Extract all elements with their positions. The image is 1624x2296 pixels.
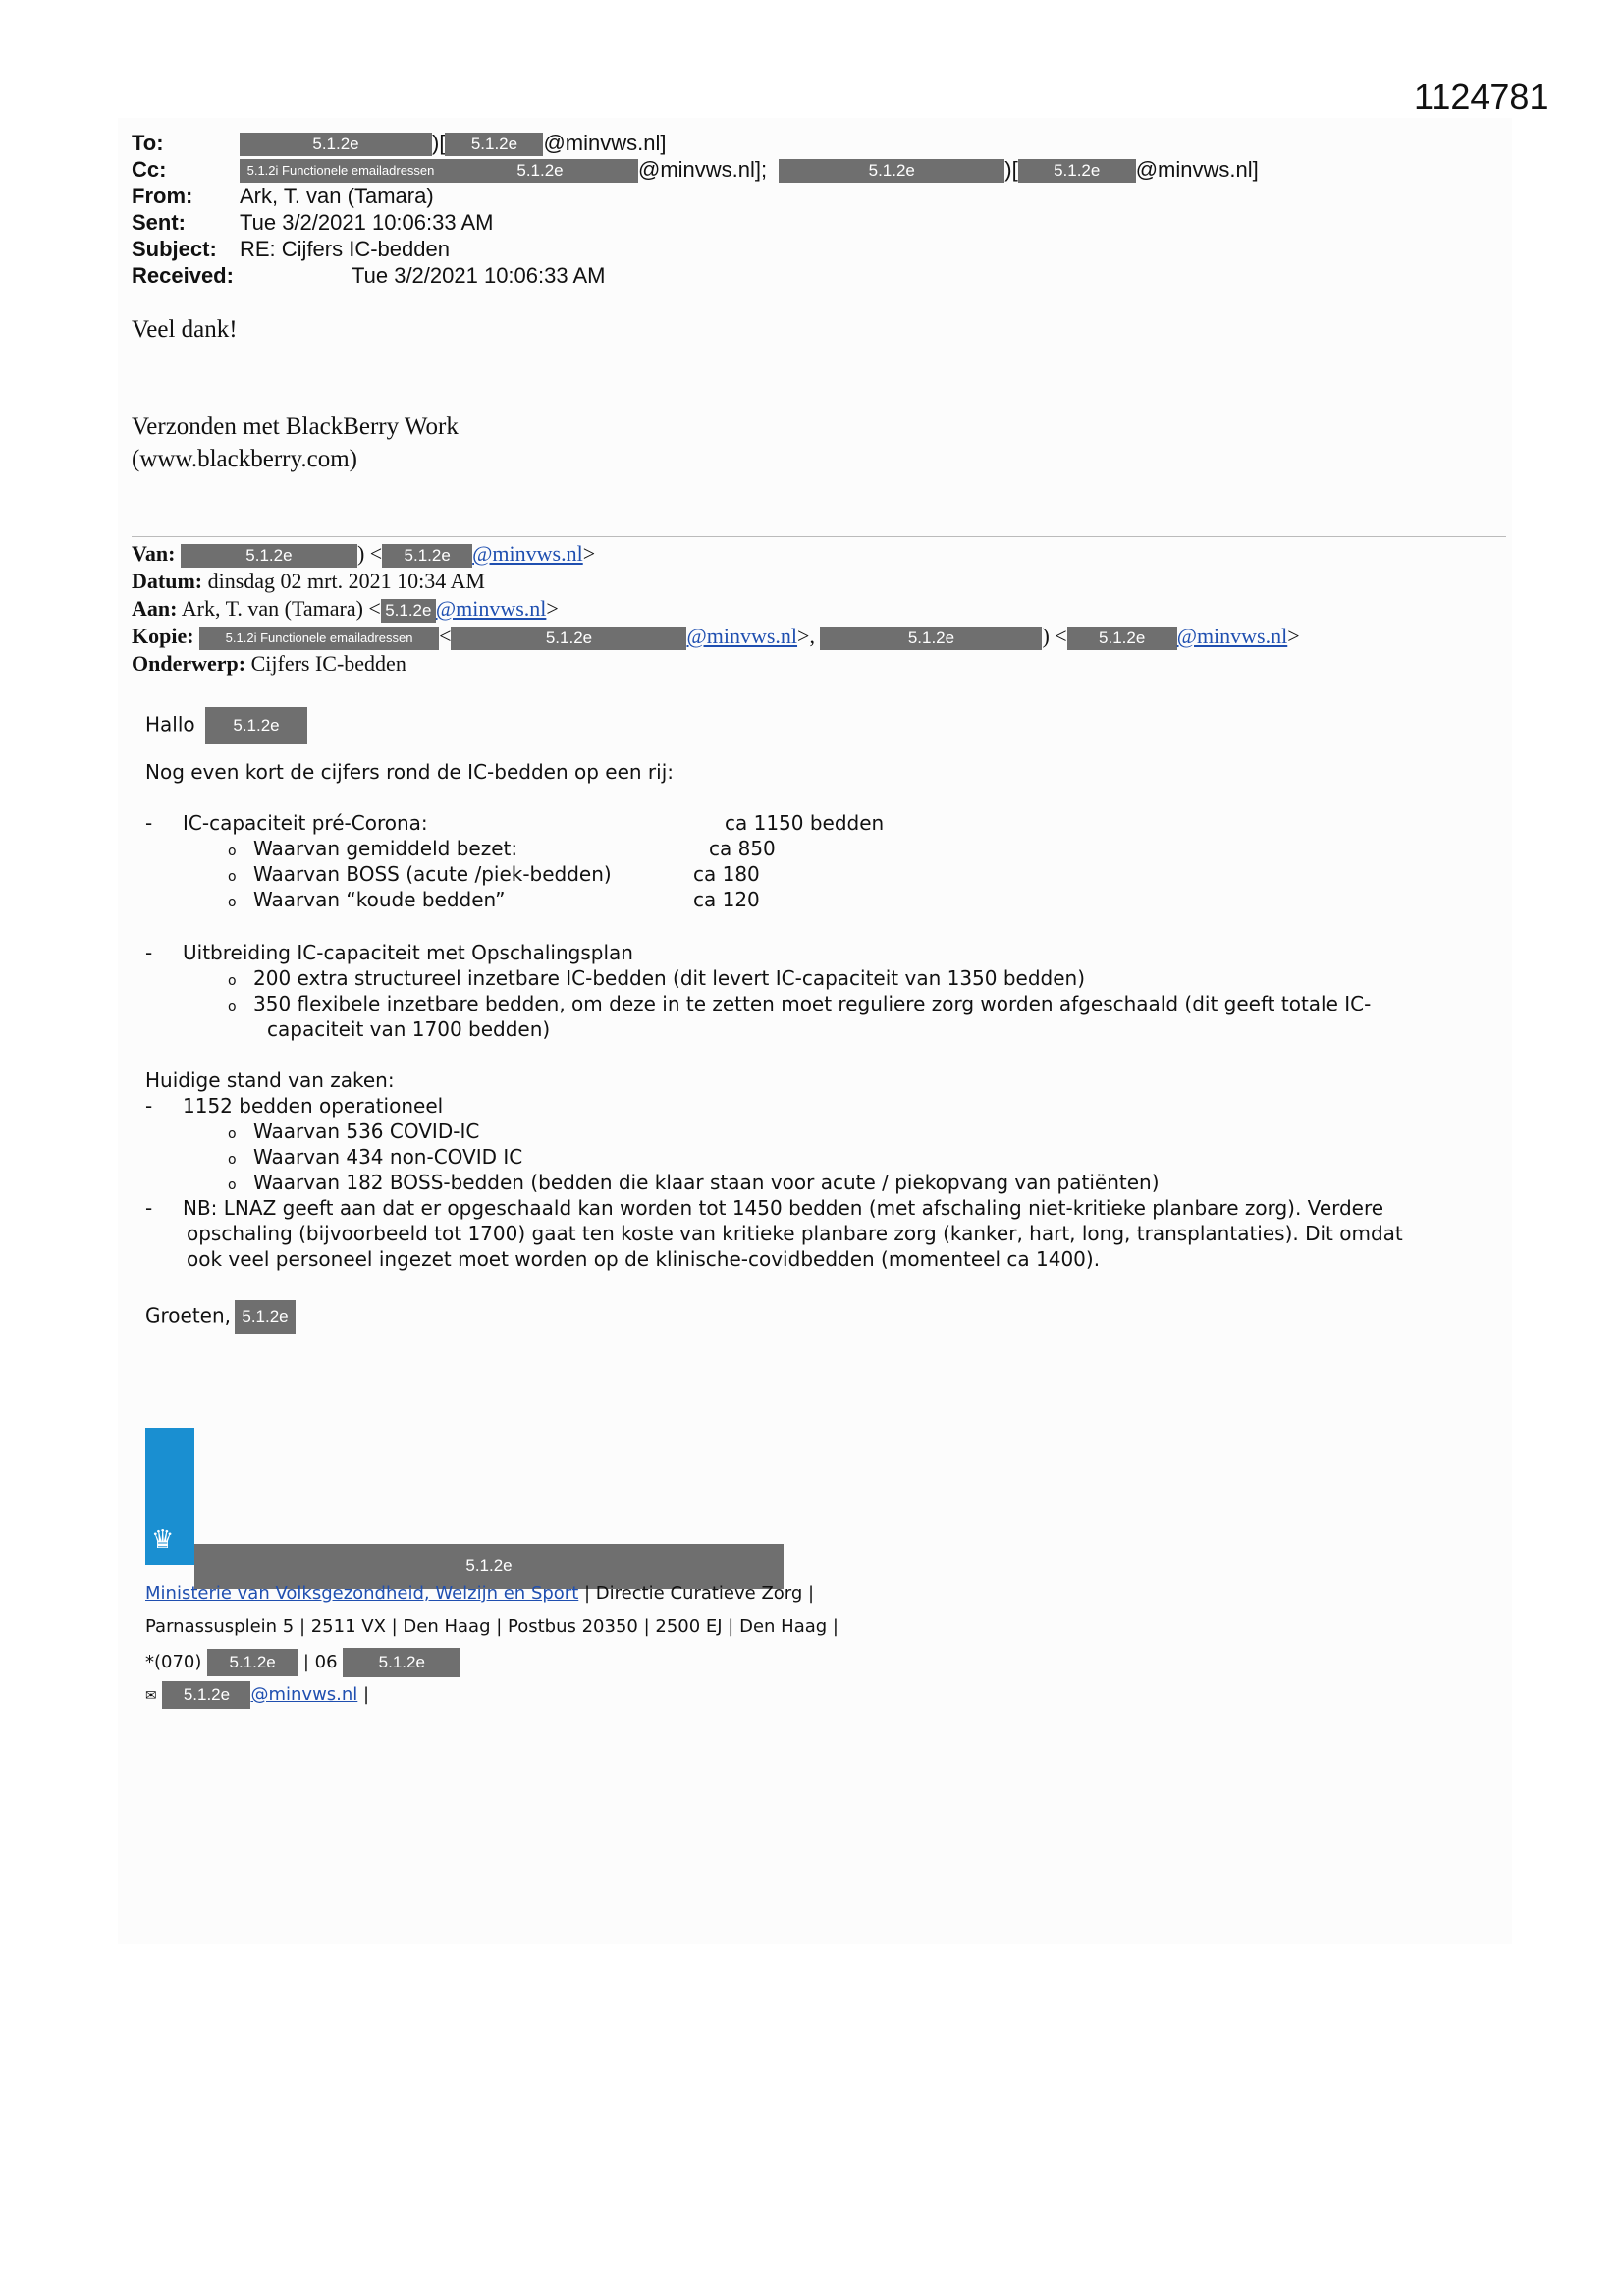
from-row xyxy=(132,183,434,209)
kopie-separator: >, xyxy=(797,624,815,648)
kopie-email-link-1[interactable]: @minvws.nl xyxy=(686,624,798,648)
circle-bullet: o xyxy=(228,844,237,859)
expansion-item: 350 flexibele inzetbare bedden, om deze in te zetten moet reguliere zorg worden afgeschaald (dit geeft totale IC- xyxy=(253,992,1372,1015)
from-label: From: xyxy=(132,184,193,208)
subject-row xyxy=(132,236,450,262)
van-email-link[interactable]: @minvws.nl xyxy=(472,541,583,566)
kopie-email-link-2[interactable]: @minvws.nl xyxy=(1176,624,1288,648)
ministry-link[interactable]: Ministerie van Volksgezondheid, Welzijn en Sport xyxy=(145,1583,579,1604)
to-separator: )[ xyxy=(432,131,446,155)
list-subitem xyxy=(228,862,760,886)
onderwerp-row xyxy=(132,650,406,678)
redaction: 5.1.2e xyxy=(779,159,1004,183)
redaction: 5.1.2e xyxy=(194,1544,784,1589)
sub2-label: Waarvan BOSS (acute /piek-bedden) xyxy=(253,862,612,886)
separator-line xyxy=(132,536,1506,537)
redaction: 5.1.2i Functionele emailadressen xyxy=(240,159,442,183)
redaction: 5.1.2e xyxy=(382,544,472,568)
aan-row xyxy=(132,595,559,623)
footer-address: Parnassusplein 5 | 2511 VX | Den Haag | Postbus 20350 | 2500 EJ | Den Haag | xyxy=(145,1616,839,1637)
redaction: 5.1.2e xyxy=(235,1300,296,1334)
sub3-label: Waarvan “koude bedden” xyxy=(253,888,506,911)
crest-icon: ♛ xyxy=(151,1524,175,1554)
nb-line: ook veel personeel ingezet moet worden op de klinische-covidbedden (momenteel ca 1400). xyxy=(187,1247,1101,1271)
redaction: 5.1.2e xyxy=(820,627,1042,650)
list-item xyxy=(145,811,884,835)
redaction: 5.1.2e xyxy=(162,1681,250,1709)
list-subitem xyxy=(228,888,760,911)
circle-bullet: o xyxy=(228,1177,237,1193)
circle-bullet: o xyxy=(228,1126,237,1142)
phone-prefix: *(070) xyxy=(145,1652,202,1672)
datum-label: Datum: xyxy=(132,569,203,593)
redaction: 5.1.2e xyxy=(381,599,436,623)
datum-row xyxy=(132,568,485,595)
footer-email-line xyxy=(145,1681,369,1709)
footer-ministry-line xyxy=(145,1583,814,1604)
aan-label: Aan: xyxy=(132,596,178,621)
closing-line xyxy=(145,1300,296,1334)
redaction: 5.1.2e xyxy=(205,707,307,744)
redaction: 5.1.2e xyxy=(1067,627,1177,650)
sub3-value: ca 120 xyxy=(693,888,760,911)
expansion-item-continued: capaciteit van 1700 bedden) xyxy=(267,1017,551,1041)
list-item xyxy=(145,1196,1383,1220)
aan-value: Ark, T. van (Tamara) < xyxy=(181,596,381,621)
list-subitem xyxy=(228,1120,479,1143)
greeting: Hallo xyxy=(145,712,195,737)
redaction: 5.1.2e xyxy=(451,627,686,650)
dash-bullet: - xyxy=(145,1196,153,1220)
to-label: To: xyxy=(132,131,164,155)
redaction: 5.1.2i Functionele emailadressen xyxy=(199,627,439,650)
signature-line: (www.blackberry.com) xyxy=(132,446,357,472)
intro: Nog even kort de cijfers rond de IC-bedden op een rij: xyxy=(145,760,674,784)
circle-bullet: o xyxy=(228,869,237,885)
nb-line: NB: LNAZ geeft aan dat er opgeschaald kan worden tot 1450 bedden (met afschaling niet-kritieke planbare zorg). Verdere xyxy=(183,1196,1384,1220)
dash-bullet: - xyxy=(145,941,153,964)
cc-domain-1: @minvws.nl]; xyxy=(638,157,768,182)
list-subitem xyxy=(228,1145,522,1169)
datum-value: dinsdag 02 mrt. 2021 10:34 AM xyxy=(207,569,485,593)
current-subitem: Waarvan 536 COVID-IC xyxy=(253,1120,480,1143)
cap-pre-label: IC-capaciteit pré-Corona: xyxy=(183,811,428,835)
dash-bullet: - xyxy=(145,811,153,835)
onderwerp-value: Cijfers IC-bedden xyxy=(250,651,406,676)
kopie-lt: < xyxy=(439,624,452,648)
current-subitem: Waarvan 182 BOSS-bedden (bedden die klaar staan voor acute / piekopvang van patiënten) xyxy=(253,1171,1160,1194)
directie: | Directie Curatieve Zorg | xyxy=(578,1583,815,1604)
circle-bullet: o xyxy=(228,999,237,1014)
current-title: Huidige stand van zaken: xyxy=(145,1068,395,1092)
cc-row xyxy=(132,156,1259,183)
to-domain: @minvws.nl] xyxy=(543,131,667,155)
van-close: > xyxy=(582,541,596,566)
document-number: 1124781 xyxy=(1414,77,1549,117)
sent-row xyxy=(132,209,494,236)
cap-pre-value: ca 1150 bedden xyxy=(725,811,885,835)
sent-value: Tue 3/2/2021 10:06:33 AM xyxy=(240,210,494,235)
van-open: ) < xyxy=(356,541,383,566)
signature-line: Verzonden met BlackBerry Work xyxy=(132,413,459,440)
closing: Groeten, xyxy=(145,1303,232,1328)
redaction: 5.1.2e xyxy=(442,159,638,183)
reply-body: Veel dank! xyxy=(132,316,238,343)
redaction: 5.1.2e xyxy=(240,133,432,156)
mobile-prefix: | 06 xyxy=(302,1652,338,1672)
circle-bullet: o xyxy=(228,973,237,989)
redaction: 5.1.2e xyxy=(343,1648,460,1677)
redaction: 5.1.2e xyxy=(445,133,543,156)
greeting-line xyxy=(145,707,307,744)
current-item: 1152 bedden operationeel xyxy=(183,1094,444,1118)
received-value: Tue 3/2/2021 10:06:33 AM xyxy=(352,263,606,288)
aan-email-link[interactable]: @minvws.nl xyxy=(435,596,547,621)
expansion-item: 200 extra structureel inzetbare IC-bedden (dit levert IC-capaciteit van 1350 bedden) xyxy=(253,966,1086,990)
list-subitem xyxy=(228,837,776,860)
from-value: Ark, T. van (Tamara) xyxy=(240,184,434,208)
onderwerp-label: Onderwerp: xyxy=(132,651,246,676)
list-subitem xyxy=(228,966,1085,990)
email-suffix: | xyxy=(357,1684,370,1705)
received-row xyxy=(132,262,606,289)
circle-bullet: o xyxy=(228,895,237,910)
circle-bullet: o xyxy=(228,1152,237,1168)
kopie-close: > xyxy=(1287,624,1300,648)
cc-domain-2: @minvws.nl] xyxy=(1135,157,1259,182)
envelope-icon: ✉ xyxy=(145,1688,157,1704)
received-label: Received: xyxy=(132,263,234,288)
sub1-value: ca 850 xyxy=(709,837,776,860)
reply-signature xyxy=(132,410,459,475)
expansion-title: Uitbreiding IC-capaciteit met Opschalingsplan xyxy=(183,941,633,964)
footer-phone-line xyxy=(145,1648,460,1677)
list-subitem xyxy=(228,992,1371,1015)
sent-label: Sent: xyxy=(132,210,186,235)
list-item xyxy=(145,941,633,964)
kopie-label: Kopie: xyxy=(132,624,194,648)
email-link[interactable]: @minvws.nl xyxy=(250,1684,358,1705)
subject-value: RE: Cijfers IC-bedden xyxy=(240,237,450,261)
cc-label: Cc: xyxy=(132,157,167,182)
van-label: Van: xyxy=(132,541,176,566)
van-row xyxy=(132,540,595,568)
kopie-open: ) < xyxy=(1042,624,1067,648)
list-subitem xyxy=(228,1171,1160,1194)
sub2-value: ca 180 xyxy=(693,862,760,886)
redaction: 5.1.2e xyxy=(181,544,357,568)
sub1-label: Waarvan gemiddeld bezet: xyxy=(253,837,518,860)
current-subitem: Waarvan 434 non-COVID IC xyxy=(253,1145,523,1169)
list-item xyxy=(145,1094,443,1118)
cc-separator: )[ xyxy=(1004,157,1018,182)
dash-bullet: - xyxy=(145,1094,153,1118)
redaction: 5.1.2e xyxy=(1018,159,1136,183)
redaction: 5.1.2e xyxy=(207,1649,298,1676)
kopie-row xyxy=(132,623,1300,650)
to-row xyxy=(132,130,666,156)
nb-line: opschaling (bijvoorbeeld tot 1700) gaat ten koste van kritieke planbare zorg (kanker, hart, long, transplantaties). Dit omdat xyxy=(187,1222,1403,1245)
subject-label: Subject: xyxy=(132,237,217,261)
aan-close: > xyxy=(546,596,559,621)
